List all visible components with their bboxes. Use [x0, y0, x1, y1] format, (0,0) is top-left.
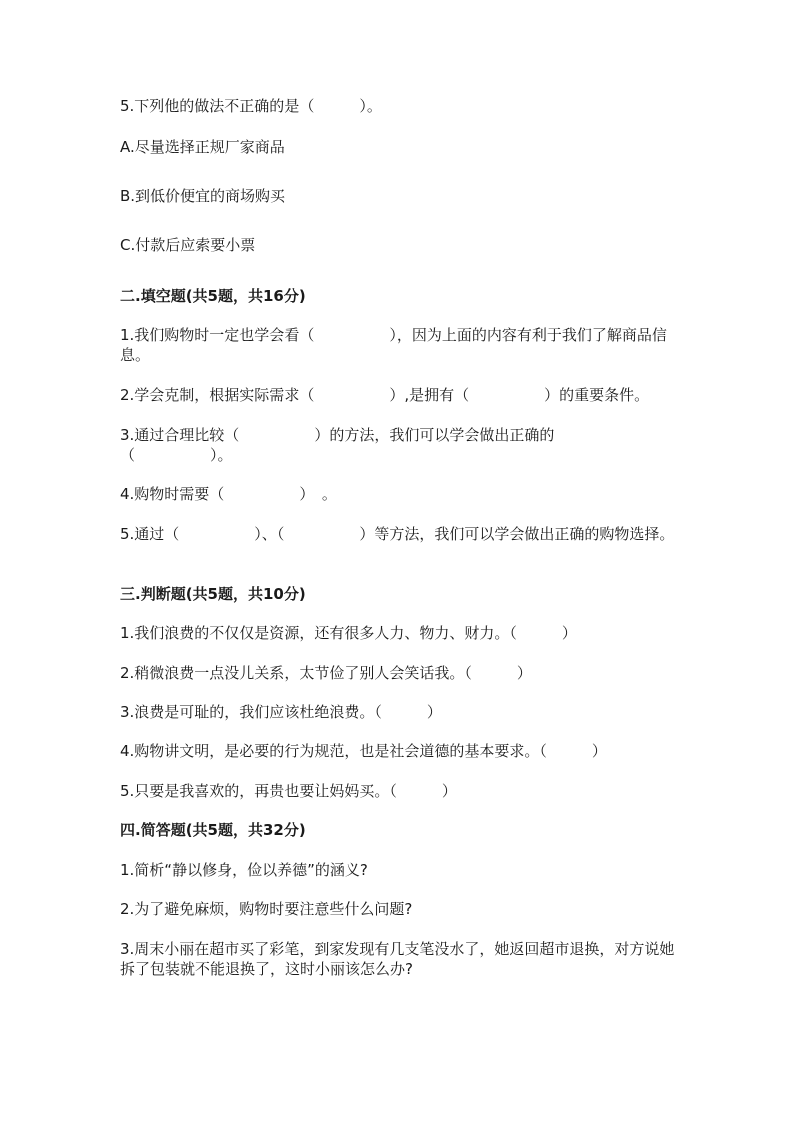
mc-question-5: 5.下列他的做法不正确的是（ ）。 [120, 97, 382, 115]
judge-item-4: 4.购物讲文明，是必要的行为规范，也是社会道德的基本要求。（ ） [120, 742, 607, 760]
fill-item-4: 4.购物时需要（ ） 。 [120, 485, 337, 503]
section-heading-fill: 二.填空题(共5题，共16分) [120, 287, 306, 305]
mc-option-a: A.尽量选择正规厂家商品 [120, 138, 285, 156]
section-heading-judge: 三.判断题(共5题，共10分) [120, 585, 306, 603]
judge-item-5: 5.只要是我喜欢的，再贵也要让妈妈买。（ ） [120, 782, 457, 800]
section-heading-short: 四.简答题(共5题，共32分) [120, 821, 306, 839]
short-item-3: 3.周末小丽在超市买了彩笔，到家发现有几支笔没水了，她返回超市退换，对方说她拆了包装就不能退换了，这时小丽该怎么办? [120, 940, 675, 978]
fill-item-5: 5.通过（ ）、（ ）等方法，我们可以学会做出正确的购物选择。 [120, 525, 675, 543]
fill-item-3: 3.通过合理比较（ ）的方法，我们可以学会做出正确的 [120, 426, 555, 444]
fill-item-2: 2.学会克制，根据实际需求（ ）,是拥有（ ）的重要条件。 [120, 386, 650, 404]
mc-option-b: B.到低价便宜的商场购买 [120, 187, 286, 205]
fill-item-3-cont: （ ）。 [120, 446, 233, 464]
fill-item-1: 1.我们购物时一定也学会看（ ），因为上面的内容有利于我们了解商品信息。 [120, 326, 667, 364]
short-item-1: 1.简析“静以修身，俭以养德”的涵义? [120, 861, 368, 879]
judge-item-1: 1.我们浪费的不仅仅是资源，还有很多人力、物力、财力。（ ） [120, 624, 577, 642]
short-item-2: 2.为了避免麻烦，购物时要注意些什么问题? [120, 900, 413, 918]
judge-item-3: 3.浪费是可耻的，我们应该杜绝浪费。（ ） [120, 703, 442, 721]
mc-option-c: C.付款后应索要小票 [120, 236, 256, 254]
judge-item-2: 2.稍微浪费一点没儿关系，太节俭了别人会笑话我。（ ） [120, 664, 532, 682]
